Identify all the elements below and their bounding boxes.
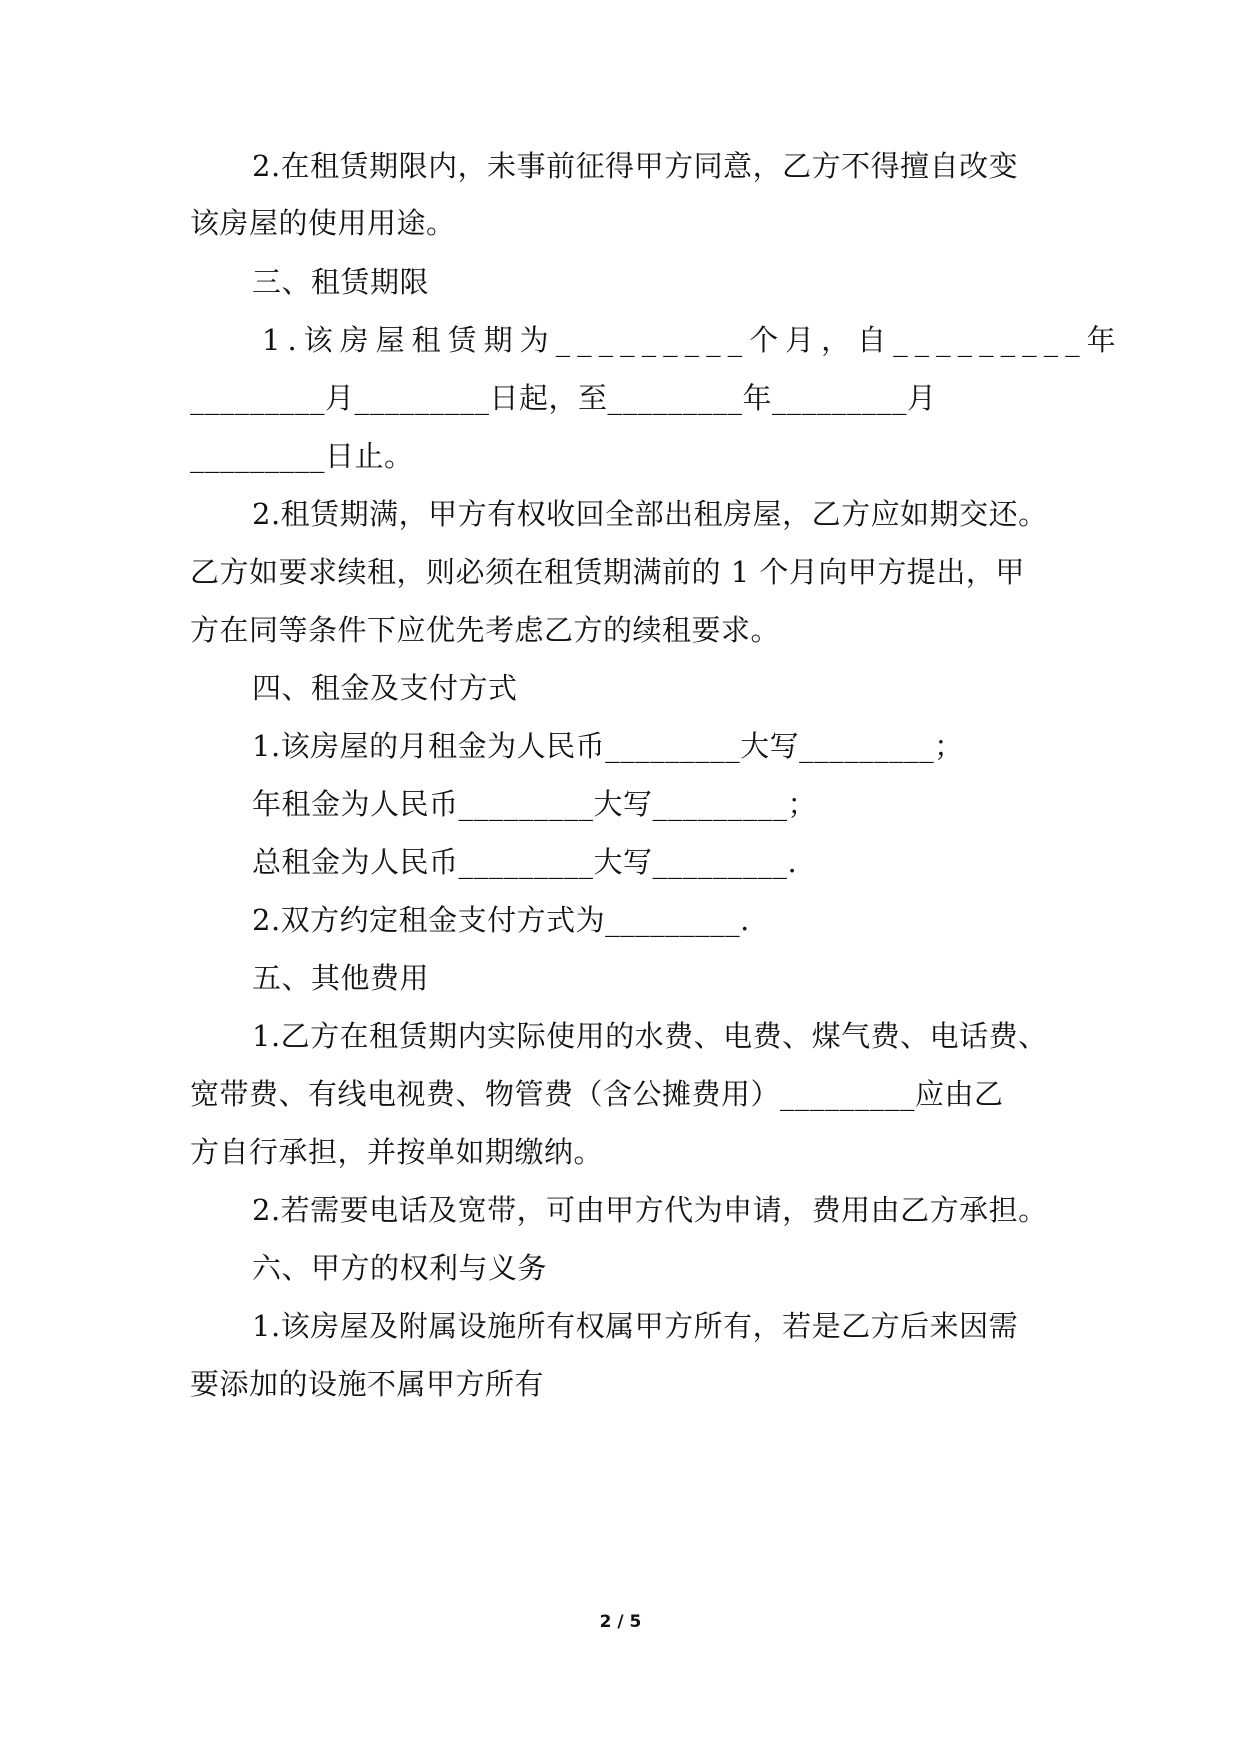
paragraph-line: 1.该房屋租赁期为_________个月，自_________年 — [262, 323, 1123, 357]
paragraph-line: 2.双方约定租金支付方式为_________. — [252, 903, 750, 937]
section-heading: 五、其他费用 — [252, 961, 430, 995]
paragraph-line: 年租金为人民币_________大写_________； — [252, 787, 818, 821]
paragraph-line: 该房屋的使用用途。 — [190, 206, 456, 240]
page-number: 2 / 5 — [599, 1612, 642, 1632]
paragraph-line: 总租金为人民币_________大写_________. — [252, 845, 798, 879]
paragraph-line: 要添加的设施不属甲方所有 — [190, 1367, 545, 1401]
paragraph-line: 乙方如要求续租，则必须在租赁期满前的 1 个月向甲方提出，甲 — [190, 555, 1025, 589]
section-heading: 四、租金及支付方式 — [252, 671, 518, 705]
paragraph-line: 1.该房屋及附属设施所有权属甲方所有，若是乙方后来因需 — [252, 1309, 1019, 1343]
paragraph-line: 2.租赁期满，甲方有权收回全部出租房屋，乙方应如期交还。 — [252, 497, 1048, 531]
paragraph-line: 方在同等条件下应优先考虑乙方的续租要求。 — [190, 613, 781, 647]
paragraph-line: 2.在租赁期限内，未事前征得甲方同意，乙方不得擅自改变 — [252, 149, 1019, 183]
paragraph-line: 1.该房屋的月租金为人民币_________大写_________； — [252, 729, 964, 763]
paragraph-line: 1.乙方在租赁期内实际使用的水费、电费、煤气费、电话费、 — [252, 1019, 1048, 1053]
paragraph-line: _________月_________日起，至_________年_________月 — [190, 381, 937, 415]
paragraph-line: 宽带费、有线电视费、物管费（含公摊费用）_________应由乙 — [190, 1077, 1004, 1111]
paragraph-line: 方自行承担，并按单如期缴纳。 — [190, 1135, 604, 1169]
paragraph-line: 2.若需要电话及宽带，可由甲方代为申请，费用由乙方承担。 — [252, 1193, 1048, 1227]
section-heading: 六、甲方的权利与义务 — [252, 1251, 548, 1285]
section-heading: 三、租赁期限 — [252, 265, 430, 299]
paragraph-line: _________日止。 — [190, 439, 414, 473]
